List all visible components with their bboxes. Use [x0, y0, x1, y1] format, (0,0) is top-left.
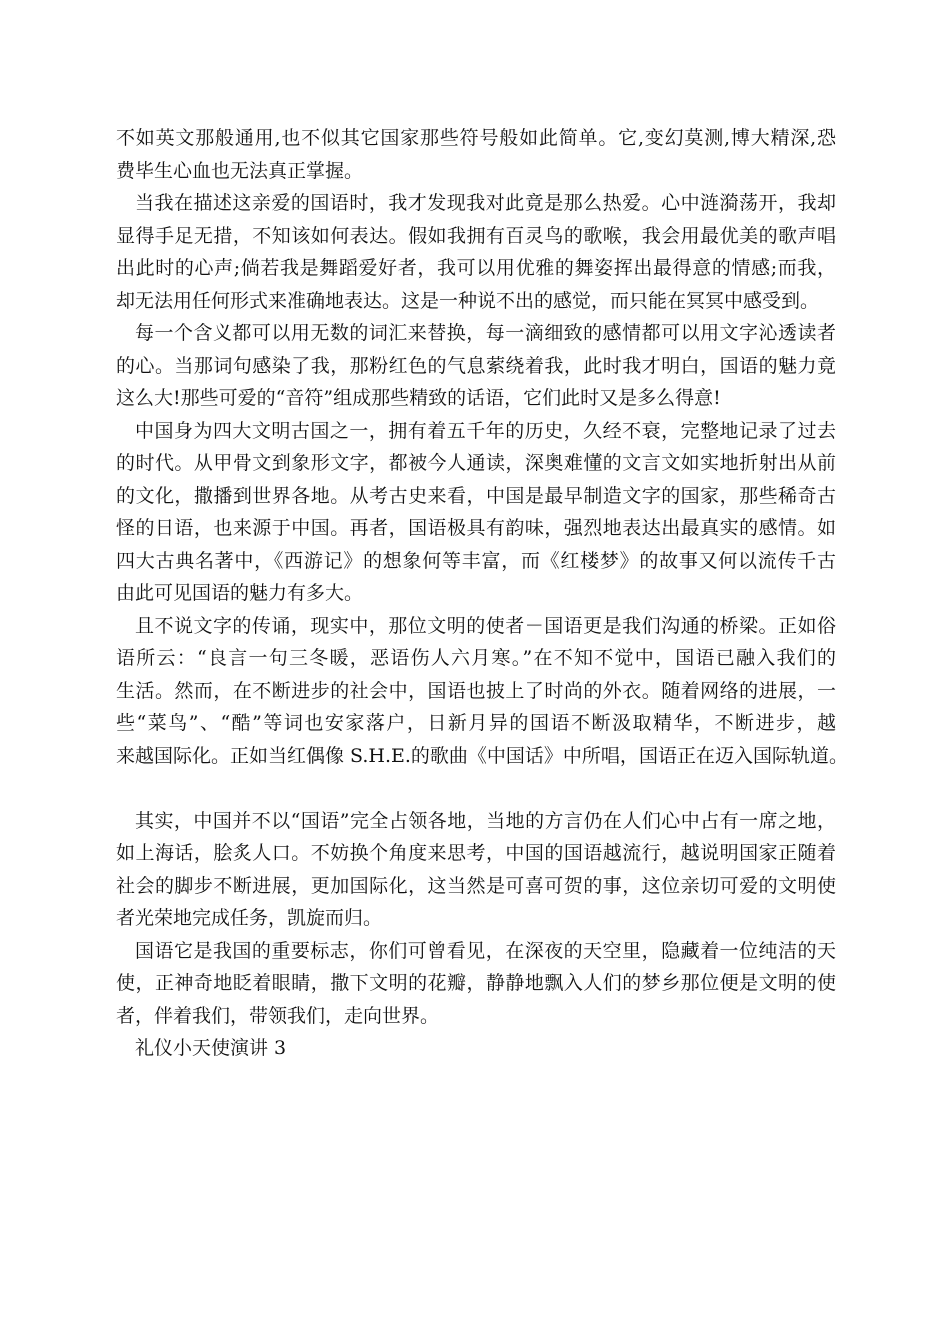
paragraph-first-line: 其实，中国并不以“国语”完全占领各地，当地的方言仍在人们心中占有一席之地，: [135, 809, 836, 832]
text-line: 的文化，撒播到世界各地。从考古史来看，中国是最早制造文字的国家，那些稀奇古: [116, 484, 836, 507]
text-line: 使，正神奇地眨着眼睛，撒下文明的花瓣，静静地飘入人们的梦乡那位便是文明的使: [116, 972, 836, 994]
blank-line: [116, 772, 836, 805]
text-line: 费毕生心血也无法真正掌握。: [116, 159, 364, 182]
text-line: 这么大!那些可爱的“音符”组成那些精致的话语，它们此时又是多么得意!: [116, 387, 721, 409]
paragraph-first-line: 中国身为四大文明古国之一，拥有着五千年的历史，久经不衰，完整地记录了过去: [135, 419, 836, 442]
text-line: 由此可见国语的魅力有多大。: [116, 582, 364, 604]
paragraph-first-line: 国语它是我国的重要标志，你们可曾看见，在深夜的天空里，隐藏着一位纯洁的天: [135, 939, 836, 962]
text-line: 出此时的心声;倘若我是舞蹈爱好者，我可以用优雅的舞姿挥出最得意的情感;而我，: [116, 257, 836, 279]
document-body: [116, 122, 848, 1065]
paragraph-first-line: 每一个含义都可以用无数的词汇来替换，每一滴细致的感情都可以用文字沁透读者: [135, 322, 836, 344]
paragraph-first-line: 当我在描述这亲爱的国语时，我才发现我对此竟是那么热爱。心中涟漪荡开，我却: [135, 192, 836, 214]
text-line: 者，伴着我们，带领我们，走向世界。: [116, 1004, 440, 1027]
text-line: 怪的日语，也来源于中国。再者，国语极具有韵味，强烈地表达出最真实的感情。如: [116, 517, 836, 539]
text-line: 者光荣地完成任务，凯旋而归。: [116, 907, 383, 929]
text-line: 却无法用任何形式来准确地表达。这是一种说不出的感觉，而只能在冥冥中感受到。: [116, 289, 820, 312]
text-line: 的心。当那词句感染了我，那粉红色的气息萦绕着我，此时我才明白，国语的魅力竟: [116, 354, 836, 377]
text-line: 四大古典名著中，《西游记》的想象何等丰富，而《红楼梦》的故事又何以流传千古: [116, 549, 836, 572]
text-line: 的时代。从甲骨文到象形文字，都被今人通读，深奥难懂的文言文如实地折射出从前: [116, 452, 836, 474]
text-line: 生活。然而，在不断进步的社会中，国语也披上了时尚的外衣。随着网络的进展，一: [116, 679, 836, 702]
section-heading: 礼仪小天使演讲 3: [135, 1037, 287, 1059]
text-line: 些“菜鸟”、“酷”等词也安家落户，日新月异的国语不断汲取精华，不断进步，越: [116, 712, 836, 734]
text-line: 显得手足无措，不知该如何表达。假如我拥有百灵鸟的歌喉，我会用最优美的歌声唱: [116, 224, 836, 247]
text-line: 社会的脚步不断进展，更加国际化，这当然是可喜可贺的事，这位亲切可爱的文明使: [116, 874, 836, 897]
text-line: 不如英文那般通用,也不似其它国家那些符号般如此简单。它,变幻莫测,博大精深,恐: [116, 127, 836, 149]
text-line: 来越国际化。正如当红偶像 S.H.E.的歌曲《中国话》中所唱，国语正在迈入国际轨道。: [116, 744, 848, 767]
paragraph-first-line: 且不说文字的传诵，现实中，那位文明的使者－国语更是我们沟通的桥梁。正如俗: [135, 614, 836, 637]
text-line: 语所云：“良言一句三冬暖，恶语伤人六月寒。”在不知不觉中，国语已融入我们的: [116, 647, 836, 669]
text-line: 如上海话，脍炙人口。不妨换个角度来思考，中国的国语越流行，越说明国家正随着: [116, 842, 836, 864]
